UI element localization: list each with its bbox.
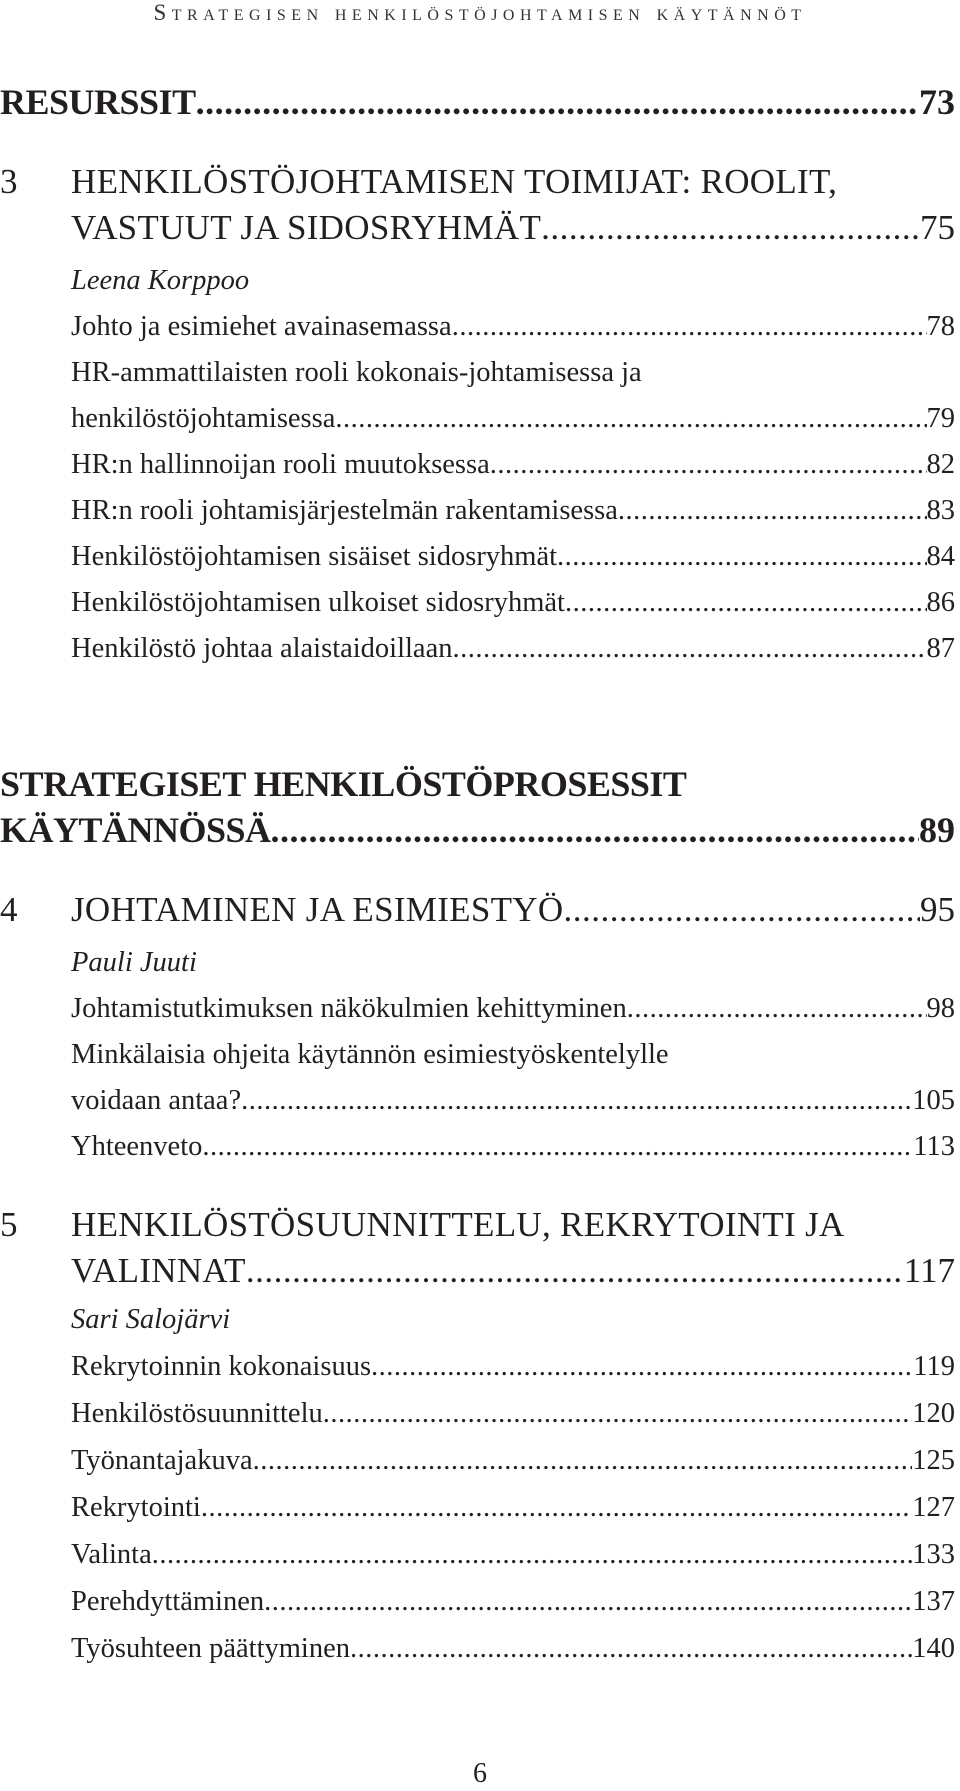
page-number: 87 xyxy=(926,633,955,664)
leader-dots xyxy=(152,1532,913,1578)
footer-page-number: 6 xyxy=(473,1758,487,1789)
part-title-line2: KÄYTÄNNÖSSÄ xyxy=(0,810,271,850)
leader-dots xyxy=(264,1579,912,1625)
toc-chapter-5[interactable] xyxy=(0,1202,955,1294)
page-number: 78 xyxy=(926,311,955,342)
part-title-line1: STRATEGISET HENKILÖSTÖPROSESSIT xyxy=(0,764,687,804)
toc-section[interactable] xyxy=(0,1391,955,1438)
toc-part-strategic[interactable] xyxy=(0,761,955,853)
page-number: 98 xyxy=(926,993,955,1024)
section-title-line1: Minkälaisia ohjeita käytännön esimiestyöskentelylle xyxy=(71,1039,669,1070)
toc-section[interactable] xyxy=(0,304,955,350)
page-number: 133 xyxy=(912,1539,955,1570)
page-number: 120 xyxy=(912,1398,955,1429)
page-number: 79 xyxy=(926,403,955,434)
section-title: Johto ja esimiehet avainasemassa xyxy=(71,311,452,342)
chapter-author: Pauli Juuti xyxy=(71,947,197,978)
toc-section-line1[interactable] xyxy=(0,1032,955,1078)
leader-dots xyxy=(371,1344,913,1390)
section-title: Valinta xyxy=(71,1539,152,1570)
page-number: 117 xyxy=(903,1251,955,1290)
toc-section[interactable] xyxy=(0,396,955,442)
section-title: Yhteenveto xyxy=(71,1131,203,1162)
section-title: Henkilöstösuunnittelu xyxy=(71,1398,323,1429)
page-number: 137 xyxy=(912,1586,955,1617)
toc-section[interactable] xyxy=(0,534,955,580)
chapter-number: 5 xyxy=(0,1205,18,1244)
page-number: 86 xyxy=(926,587,955,618)
chapter-title-line2: VALINNAT xyxy=(71,1251,246,1290)
page-footer xyxy=(0,1758,960,1790)
leader-dots xyxy=(246,1248,904,1294)
section-title: Perehdyttäminen xyxy=(71,1586,265,1617)
leader-dots xyxy=(627,986,927,1032)
toc-section[interactable] xyxy=(0,1626,955,1673)
toc-chapter-4[interactable] xyxy=(0,887,955,933)
toc-chapter-3-sections xyxy=(0,258,955,672)
toc-section[interactable] xyxy=(0,626,955,672)
chapter-author: Sari Salojärvi xyxy=(71,1304,231,1335)
chapter-number: 3 xyxy=(0,162,18,201)
page-number: 113 xyxy=(913,1131,955,1162)
toc-section[interactable] xyxy=(0,1485,955,1532)
page-number: 127 xyxy=(912,1492,955,1523)
chapter-title-line1: HENKILÖSTÖSUUNNITTELU, REKRYTOINTI JA xyxy=(71,1205,845,1244)
part-title: RESURSSIT xyxy=(0,82,196,122)
leader-dots xyxy=(563,887,920,933)
chapter-number: 4 xyxy=(0,890,18,929)
chapter-title: JOHTAMINEN JA ESIMIESTYÖ xyxy=(71,890,564,929)
page-number: 83 xyxy=(926,495,955,526)
page-number: 89 xyxy=(919,810,955,850)
leader-dots xyxy=(565,580,927,626)
leader-dots xyxy=(196,79,919,125)
page-number: 105 xyxy=(912,1085,955,1116)
page-number: 119 xyxy=(913,1351,955,1382)
section-title: Henkilöstöjohtamisen ulkoiset sidosryhmät xyxy=(71,587,565,618)
toc-section[interactable] xyxy=(0,1438,955,1485)
leader-dots xyxy=(618,488,927,534)
toc-section[interactable] xyxy=(0,1532,955,1579)
page-number: 95 xyxy=(920,890,955,929)
chapter-title-line1: HENKILÖSTÖJOHTAMISEN TOIMIJAT: ROOLIT, xyxy=(71,162,838,201)
toc-part-resources[interactable] xyxy=(0,79,955,125)
leader-dots xyxy=(323,1391,913,1437)
leader-dots xyxy=(452,626,926,672)
toc-section[interactable] xyxy=(0,1078,955,1124)
section-title: voidaan antaa? xyxy=(71,1085,242,1116)
toc-section[interactable] xyxy=(0,1124,955,1170)
running-header xyxy=(0,0,960,26)
leader-dots xyxy=(335,396,926,442)
leader-dots xyxy=(490,442,927,488)
leader-dots xyxy=(271,807,919,853)
section-title: Rekrytointi xyxy=(71,1492,201,1523)
page-number: 125 xyxy=(912,1445,955,1476)
section-title-line1: HR-ammattilaisten rooli kokonais-johtamisessa ja xyxy=(71,357,642,388)
running-title: Strategisen henkilöstöjohtamisen käytännöt xyxy=(153,0,807,25)
section-title: Henkilöstö johtaa alaistaidoillaan xyxy=(71,633,453,664)
chapter-author: Leena Korppoo xyxy=(71,265,250,296)
toc-section[interactable] xyxy=(0,1579,955,1626)
toc-chapter-3[interactable] xyxy=(0,159,955,251)
leader-dots xyxy=(241,1078,912,1124)
leader-dots xyxy=(452,304,927,350)
section-title: Rekrytoinnin kokonaisuus xyxy=(71,1351,372,1382)
leader-dots xyxy=(541,205,920,251)
leader-dots xyxy=(201,1485,912,1531)
section-title: Työnantajakuva xyxy=(71,1445,253,1476)
page-number: 82 xyxy=(926,449,955,480)
toc-section[interactable] xyxy=(0,442,955,488)
section-title: Työsuhteen päättyminen xyxy=(71,1633,350,1664)
page-number: 75 xyxy=(920,208,955,247)
toc-chapter-5-sections xyxy=(0,1297,955,1673)
toc-chapter-4-sections xyxy=(0,940,955,1170)
section-title: Henkilöstöjohtamisen sisäiset sidosryhmät xyxy=(71,541,558,572)
leader-dots xyxy=(350,1626,912,1672)
page-number: 140 xyxy=(912,1633,955,1664)
leader-dots xyxy=(202,1124,913,1170)
section-title: Johtamistutkimuksen näkökulmien kehittyminen xyxy=(71,993,627,1024)
toc-section[interactable] xyxy=(0,580,955,626)
section-title: henkilöstöjohtamisessa xyxy=(71,403,336,434)
leader-dots xyxy=(253,1438,913,1484)
section-title: HR:n rooli johtamisjärjestelmän rakentamisessa xyxy=(71,495,618,526)
page-number: 73 xyxy=(919,82,955,122)
leader-dots xyxy=(557,534,926,580)
chapter-title-line2: VASTUUT JA SIDOSRYHMÄT xyxy=(71,208,542,247)
toc-section[interactable] xyxy=(0,1344,955,1391)
toc-section-line1[interactable] xyxy=(0,350,955,396)
toc-section[interactable] xyxy=(0,488,955,534)
page-number: 84 xyxy=(926,541,955,572)
section-title: HR:n hallinnoijan rooli muutoksessa xyxy=(71,449,490,480)
toc-section[interactable] xyxy=(0,986,955,1032)
